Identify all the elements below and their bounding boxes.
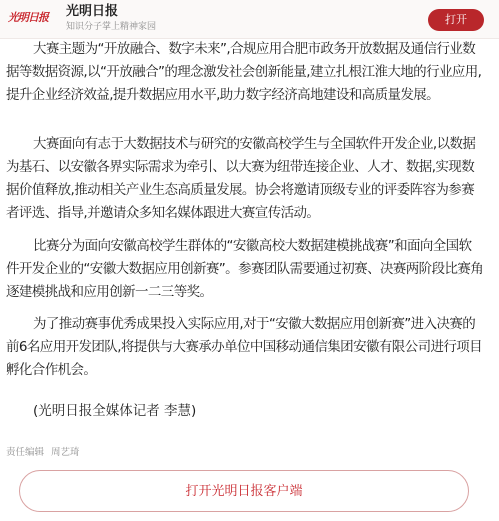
editor-name: 周艺琦 xyxy=(51,447,80,458)
article-paragraph-2: 大赛面向有志于大数据技术与研究的安徽高校学生与全国软件开发企业,以数据为基石、以安徽各界实际需求为牵引、以大赛为纽带连接企业、人才、数据,实现数据价值释放,推动相关产业生态高质量发展。协会将邀请顶级专业的评委阵容为参赛者评选、指导,并邀请众多知名媒体跟进大赛宣传活动。 xyxy=(6,136,476,221)
article-paragraph-4: 为了推动赛事优秀成果投入实际应用,对于“安徽大数据应用创新赛”进入决赛的前6名应用开发团队,将提供与大赛承办单位中国移动通信集团安徽有限公司进行项目孵化合作机会。 xyxy=(6,316,483,378)
brand-name: 光明日报 xyxy=(66,4,119,19)
open-app-button[interactable]: 打开 xyxy=(428,9,484,31)
newspaper-logo: 光明日报 xyxy=(8,11,48,24)
article-paragraph-3: 比赛分为面向安徽高校学生群体的“安徽高校大数据建模挑战赛”和面向全国软件开发企业的“安徽大数据应用创新赛”。参赛团队需要通过初赛、决赛两阶段比赛角逐建模挑战和应用创新一二三等奖。 xyxy=(6,238,484,300)
brand-slogan: 知识分子掌上精神家园 xyxy=(66,22,157,32)
article-paragraph-1: 大赛主题为“开放融合、数字未来”,合规应用合肥市政务开放数据及通信行业数据等数据资源,以“开放融合”的理念激发社会创新能量,建立扎根江淮大地的行业应用,提升企业经济效益,提升数据应用水平,助力数字经济高地建设和高质量发展。 xyxy=(6,41,482,103)
editor-label: 责任编辑 xyxy=(6,447,45,458)
app-banner xyxy=(0,0,499,39)
responsible-editor xyxy=(6,444,80,458)
article-byline: (光明日报全媒体记者 李慧) xyxy=(33,403,197,419)
open-client-button[interactable]: 打开光明日报客户端 xyxy=(19,470,469,512)
